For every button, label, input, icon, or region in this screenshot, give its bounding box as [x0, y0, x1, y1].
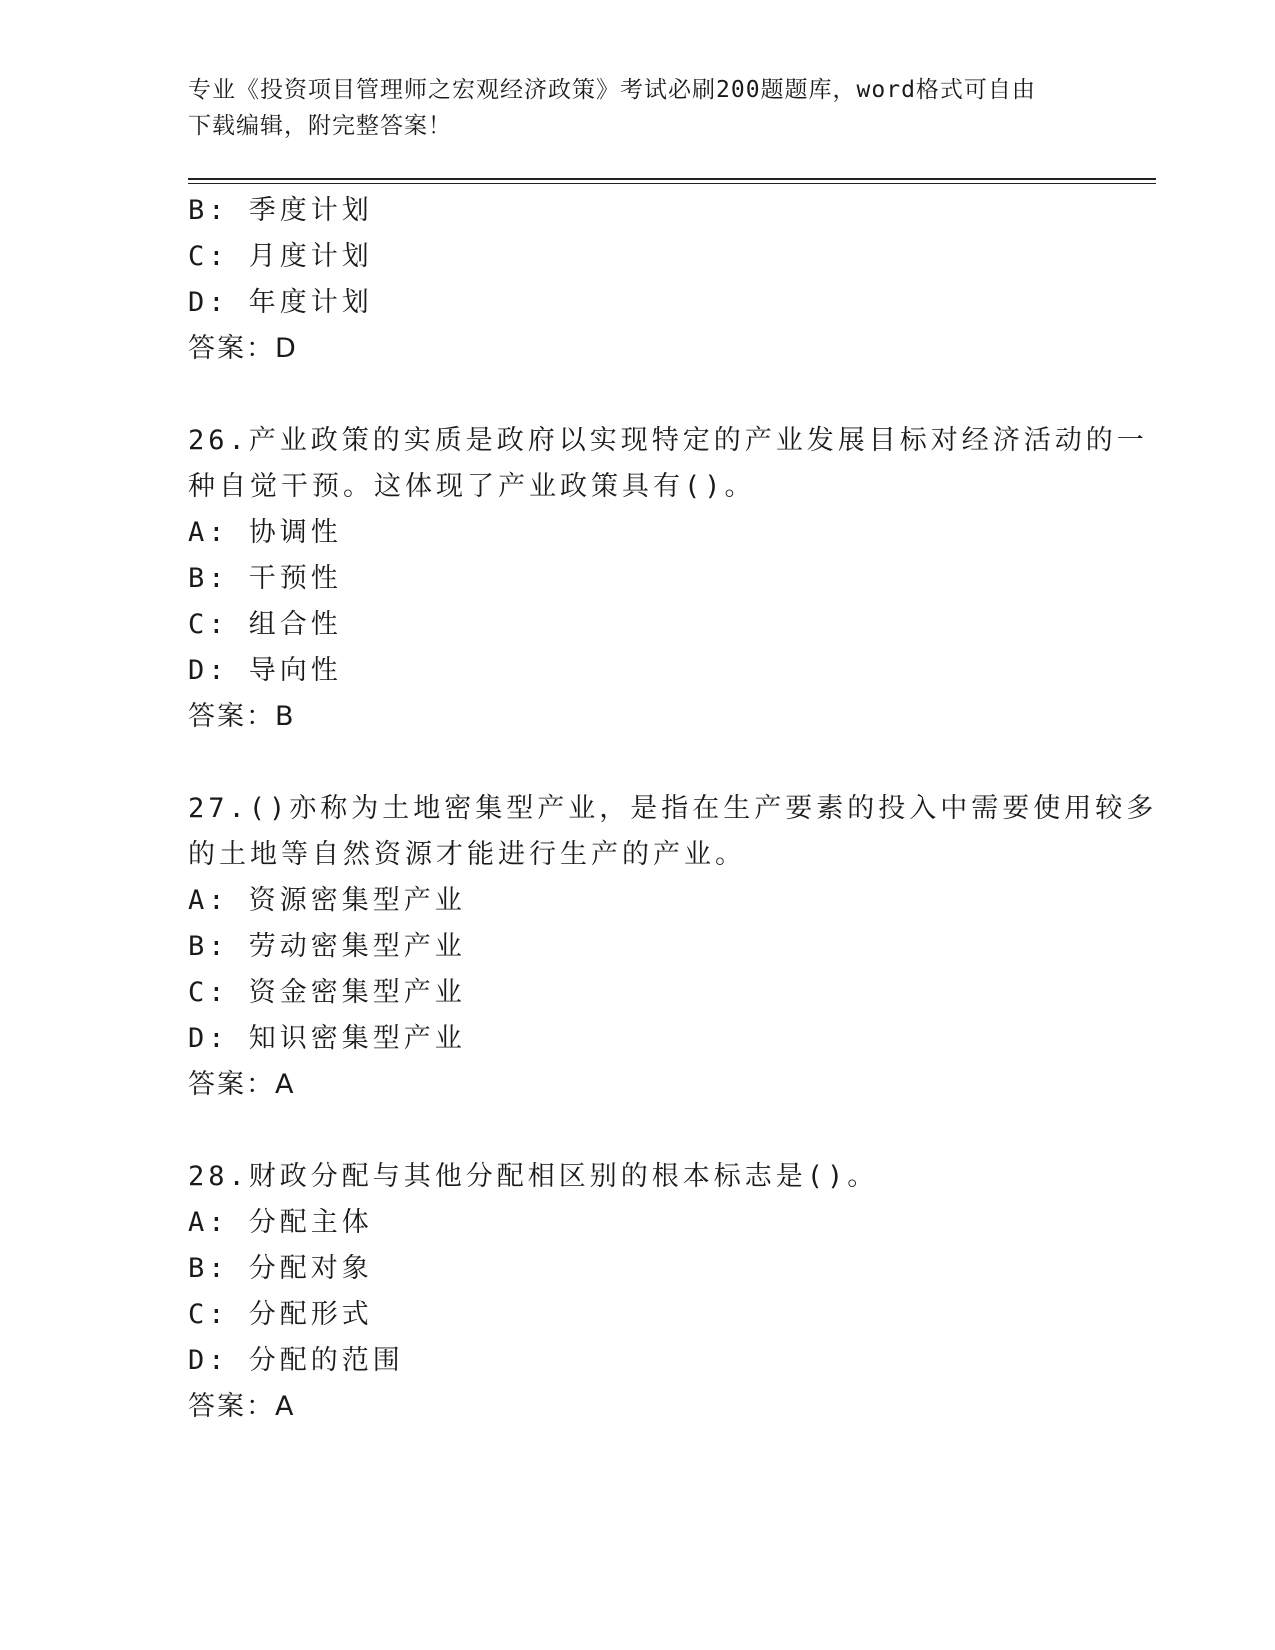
- question-stem-line-2: 种自觉干预。这体现了产业政策具有()。: [188, 471, 756, 502]
- option-b: B: 分配对象: [188, 1253, 373, 1284]
- answer: 答案：A: [188, 1069, 296, 1100]
- option-a: A: 协调性: [188, 517, 342, 548]
- question-list: [188, 188, 1158, 1430]
- option-c: C: 分配形式: [188, 1299, 373, 1330]
- question-stem-line-1: 28.财政分配与其他分配相区别的根本标志是()。: [188, 1161, 879, 1192]
- document-header: [188, 72, 1088, 144]
- option-b: B: 干预性: [188, 563, 342, 594]
- question-stem-line-2: 的土地等自然资源才能进行生产的产业。: [188, 839, 746, 870]
- option-c: C: 资金密集型产业: [188, 977, 466, 1008]
- option-d: D: 分配的范围: [188, 1345, 404, 1376]
- question-27: [188, 786, 1158, 1108]
- option-d: D: 知识密集型产业: [188, 1023, 466, 1054]
- answer: 答案：B: [188, 701, 296, 732]
- spacer: [188, 1108, 1088, 1154]
- spacer: [188, 372, 1088, 418]
- option-b: B: 劳动密集型产业: [188, 931, 466, 962]
- answer: 答案：D: [188, 333, 298, 364]
- question-26: [188, 418, 1148, 740]
- question-stem-line-1: 27.()亦称为土地密集型产业，是指在生产要素的投入中需要使用较多: [188, 793, 1158, 824]
- option-c: C: 组合性: [188, 609, 342, 640]
- option-b: B: 季度计划: [188, 195, 373, 226]
- header-title-line-2: 下载编辑，附完整答案！: [188, 113, 452, 139]
- header-divider-thin: [188, 183, 1156, 184]
- question-28: [188, 1154, 1088, 1430]
- question-25-tail: [188, 188, 1088, 372]
- option-d: D: 导向性: [188, 655, 342, 686]
- header-title-line-1: 专业《投资项目管理师之宏观经济政策》考试必刷200题题库，word格式可自由: [188, 77, 1036, 103]
- header-divider-thick: [188, 178, 1156, 180]
- option-d: D: 年度计划: [188, 287, 373, 318]
- answer: 答案：A: [188, 1391, 296, 1422]
- option-c: C: 月度计划: [188, 241, 373, 272]
- spacer: [188, 740, 1088, 786]
- option-a: A: 资源密集型产业: [188, 885, 466, 916]
- option-a: A: 分配主体: [188, 1207, 373, 1238]
- question-stem-line-1: 26.产业政策的实质是政府以实现特定的产业发展目标对经济活动的一: [188, 425, 1148, 456]
